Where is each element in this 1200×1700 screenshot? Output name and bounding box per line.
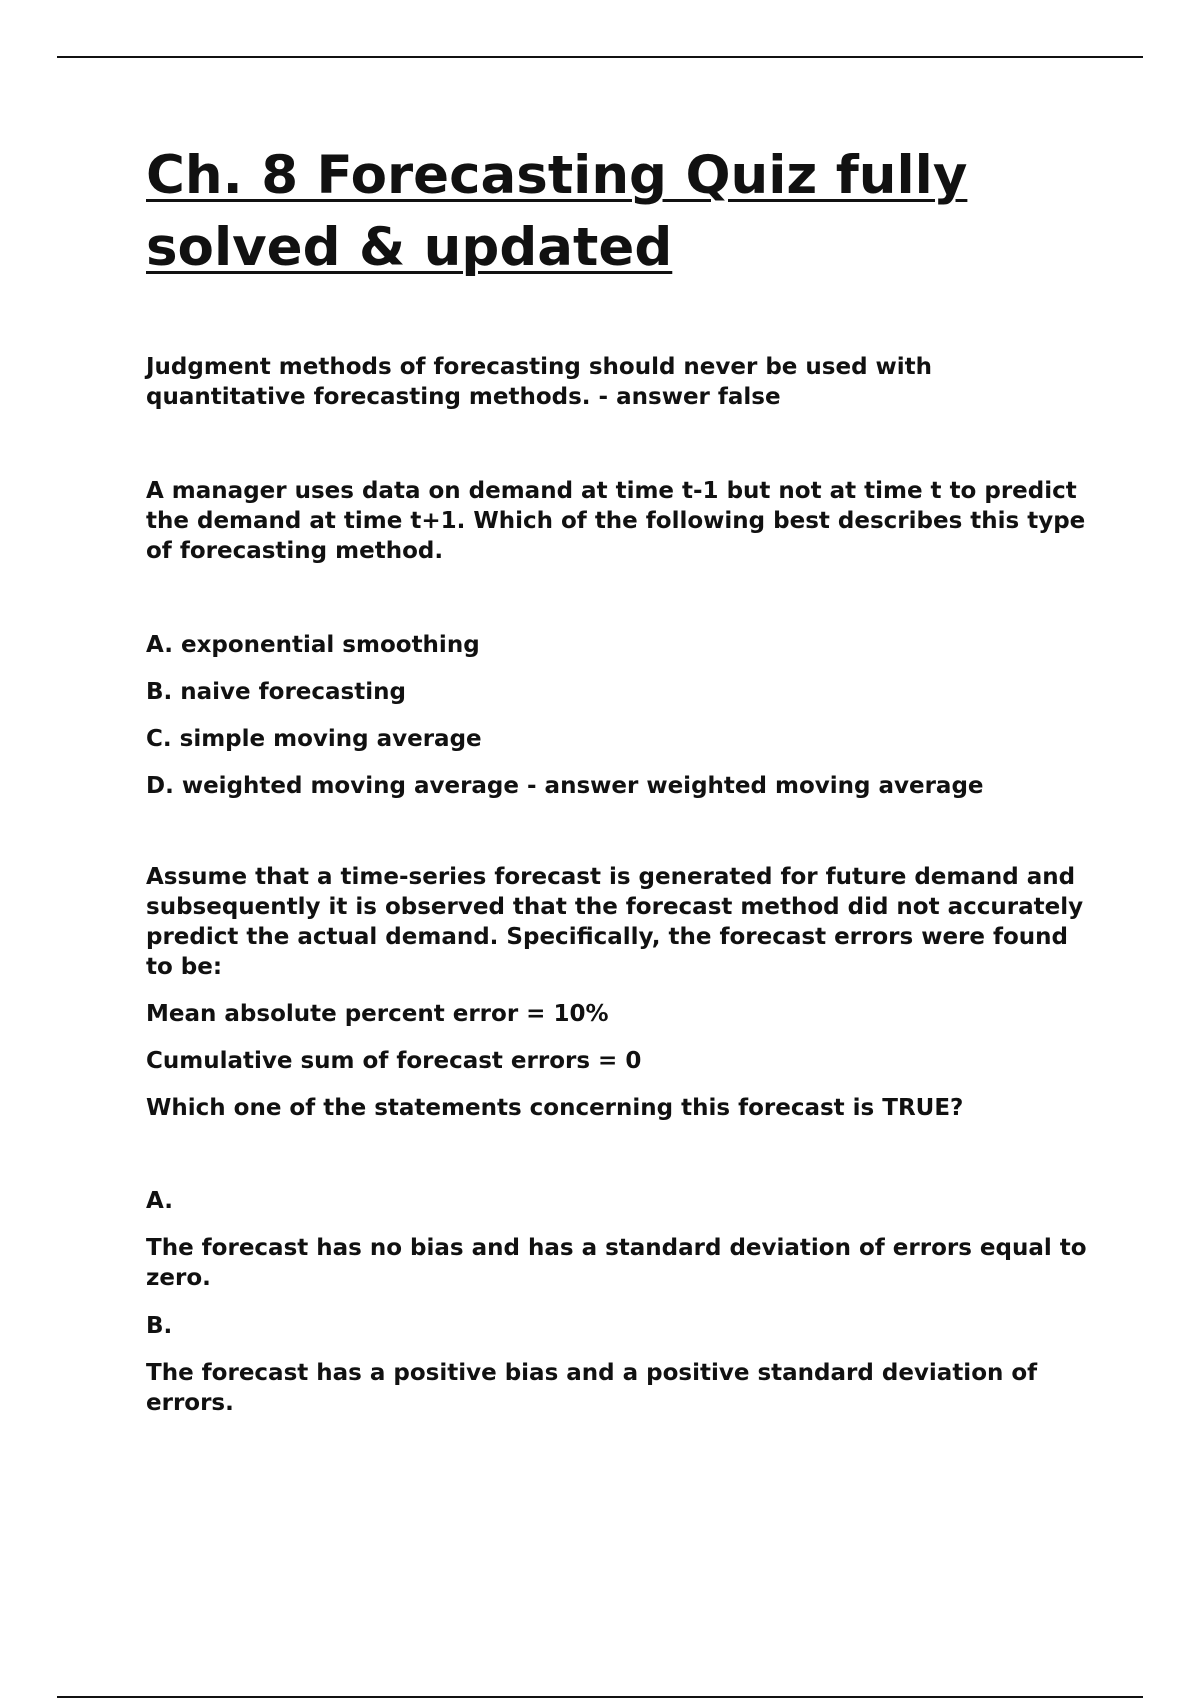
question-2-choices (146, 630, 1096, 801)
document-title (146, 140, 1096, 284)
option-a-letter: A. (146, 1188, 173, 1214)
question-3-options (146, 1186, 1096, 1418)
question-3: Assume that a time-series forecast is generated for future demand and subsequently it is observed that the forecast method did not accurately predict the actual demand. Specifically, the forecast errors were found to be: (146, 864, 1084, 980)
choice-d: D. weighted moving average - answer weighted moving average (146, 773, 984, 799)
bottom-rule (57, 1696, 1143, 1698)
option-b-letter: B. (146, 1313, 173, 1339)
mape-line: Mean absolute percent error = 10% (146, 1001, 609, 1027)
choice-c: C. simple moving average (146, 726, 482, 752)
choice-b: B. naive forecasting (146, 679, 406, 705)
title-line-1: Ch. 8 Forecasting Quiz fully (146, 145, 968, 206)
option-a-text: The forecast has no bias and has a standard deviation of errors equal to zero. (146, 1235, 1087, 1291)
option-b-text: The forecast has a positive bias and a positive standard deviation of errors. (146, 1360, 1038, 1416)
cfe-line: Cumulative sum of forecast errors = 0 (146, 1048, 642, 1074)
choice-a: A. exponential smoothing (146, 632, 480, 658)
document-body (146, 140, 1096, 1436)
question-3-prompt: Which one of the statements concerning this forecast is TRUE? (146, 1095, 964, 1121)
title-line-2: solved & updated (146, 217, 673, 278)
question-2: A manager uses data on demand at time t-1 but not at time t to predict the demand at time t+1. Which of the following best describes this type of forecasting method. (146, 478, 1086, 564)
question-1: Judgment methods of forecasting should never be used with quantitative forecasting methods. - answer false (146, 354, 933, 410)
top-rule (57, 56, 1143, 58)
